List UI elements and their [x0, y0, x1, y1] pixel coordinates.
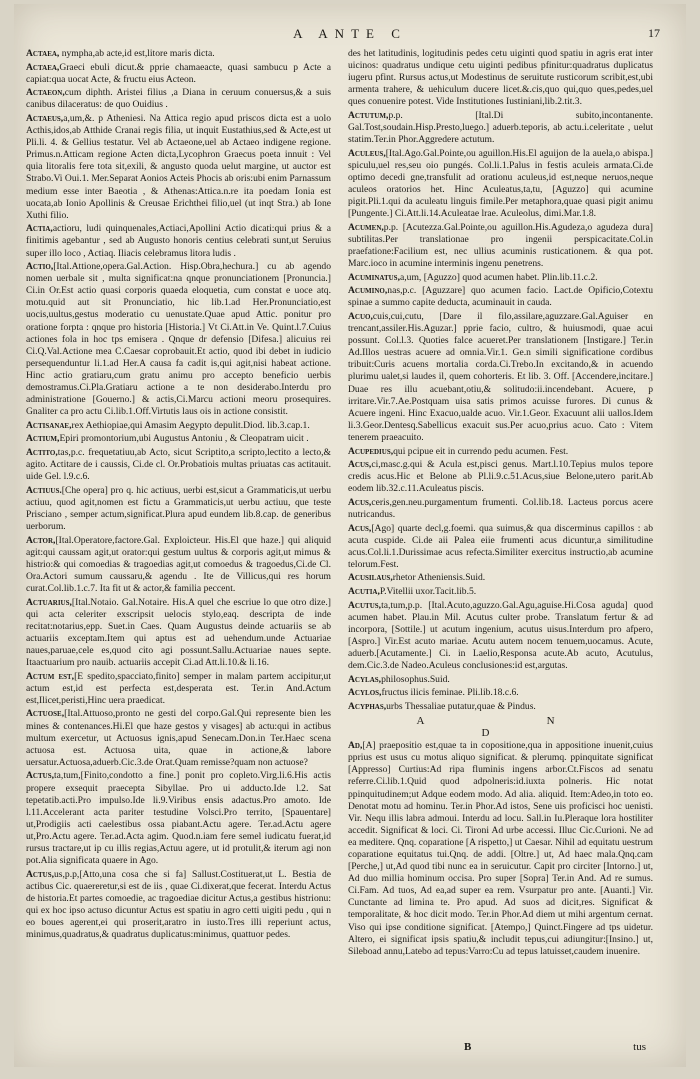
entry-text: [Ital.Notaio. Gal.Notaire. His.A quel che escriue lo que otro dize.] qui acta celeriter exscripsit uelocis stylo,eaq. descripta de inde recitat:notarius,epp. Suet.in Caes. Quam Augustus deinde actuariis se ab actuariis exceptam.Item qui aptus est ad uehendum.unde Actuariae naues,paruae,cele es,quod cito agi possunt.Sallu.Actuariae naues septe. Itaactuarium pro nauib. actuariis accepit Ci.ad Att.li.10.& li.16.	[26, 596, 331, 669]
entry-headword: Actaea,	[26, 61, 60, 73]
entry-headword: Acusilaus,	[348, 572, 393, 584]
entry-text: cuis,cui,cutu, [Dare il filo,assilare,aguzzare.Gal.Aguiser en trencant,assiler.His.Aguzar.] pprie facio, cultro, & huiusmodi, quae acui possunt. Col.l.3. Quoties falce acueret.Per translationem [Instigare.] Ter.in Ad.Illos uestras acuere ad omnia.Vir.1. Ge.n simili significatione cordibus tribuit:Curis acuens mortalia corda.Ci.Trebo.In excitando,& in acuendo plurimu ualet,si laudes il, quem cohorteris. Et lib. 3. Off. [Accendere,incitare.] Duae res illu acuebant,otiu,& solitudo:ii.incendebant. Acuere, p irritare.Vir.7.Ae.Postquam uisa satis primos acuisse furores. Di cunus & Acuere ingeni. Hinc Exacuo,ualde acuo. Vir.1.Geor. Exacuunt alii uallos.Idem li.3.Geor.Dentesq.Sabellicus exacuit sus.Per acuo,prius acuo. Cato : Vitem tenerem praeacuito.	[348, 310, 653, 443]
entry-text: cum diphth. Aristei filius ,a Diana in ceruum conuersus,& a suis canibus dilaceratus: de quo Ouidius .	[26, 87, 331, 111]
dictionary-entry	[26, 261, 331, 418]
dictionary-entry	[26, 62, 331, 86]
entry-headword: Aculeus,	[348, 147, 386, 159]
dictionary-entry	[348, 687, 653, 699]
dictionary-entry	[348, 497, 653, 521]
entry-text: actioru, ludi quinquenales,Actiaci,Apollini Actio dicati:qui prius & a finitimis agebantur , sed ab Augusto honoris centius celebrati sunt,ut Seruius super illo loco , Actiaq. Iliacis celebramus litora ludis .	[26, 223, 331, 259]
dictionary-entry	[26, 535, 331, 595]
dictionary-entry	[348, 523, 653, 571]
entry-text: fructus ilicis feminae. Pli.lib.18.c.6.	[381, 687, 519, 699]
dictionary-entry	[348, 285, 653, 309]
entry-text: [E spedito,spacciato,finito] semper in malam partem accipitur,ut actum est,id est perfecta est,desperata est. Ter.in And.Actum est,Ilicet,peristi,Hinc uera praedicat.	[26, 670, 332, 706]
entry-headword: Acumino,	[348, 285, 388, 297]
dictionary-entry	[26, 48, 331, 60]
entry-headword: Acylas,	[348, 673, 382, 685]
dictionary-entry	[26, 433, 331, 445]
dictionary-entry	[26, 113, 331, 222]
entry-headword: Actus,	[26, 868, 54, 880]
right-column-entries-a	[348, 48, 653, 713]
entry-headword: Actor,	[26, 534, 56, 546]
catchword: tus	[633, 1041, 646, 1053]
dictionary-entry	[348, 701, 653, 713]
dictionary-entry	[348, 222, 653, 270]
entry-text: us,p.p,[Atto,una cosa che si fa] Sallust.Costituerat,ut L. Bestia de actibus Cic. quaereretur,si est de iis , quae Ci.dixerat,que fecerat. Interdu Actus de historia.Et partes comoedie, ac tragoediae dicitur Actus,a gestibus histrionu: qui ex hoc ipso actuso dicuntur Actus est spatiu in agro cetti uigiti pedu , qui n eo boues agerent,ei qui proserit,aratro in iusto.Tres illi reperiunt actus, minimus,quadratus,& quadratus duplicatus:minimus, quattuor pedes.	[26, 868, 331, 941]
entry-headword: Acumen,	[348, 221, 384, 233]
entry-text: Graeci ebuli dicut.& pprie chamaeacte, quasi sambucu p Acte a capiat:qua uocat Acte, & fructu eius Acteon.	[26, 61, 331, 85]
dictionary-entry	[26, 708, 331, 768]
entry-text: ci,masc.g.qui & Acula est,pisci genus. Mart.l.10.Tepius mulos tepore credis acus.Hic et Belone ab Pl.li.9.c.51.Acus,siue Belone,utero parit.Ab eodem lib.32.c.11.Aculeatus piscis.	[348, 459, 653, 495]
entry-text: P.Vitellii uxor.Tacit.lib.5.	[379, 586, 477, 598]
dictionary-entry	[348, 600, 653, 673]
entry-text: ta,tum,p.p. [Ital.Acuto,aguzzo.Gal.Agu,aguise.Hi.Cosa aguda] quod acumen habet. Plau.in Mil. Acutus culter probe. Translatum fertur & ad incorpora, [Sottile.] ut acutum ingenium, acutus uisus.Interdum pro afpero,[Aspro.] Vir.Est acuto mariae. Acutu autem nocem tenuem,uocamus. Acute, aduerb.[Acutamente.] Ci. in Laelio,Responsa acute.Ab acuto, Acutulus, dem.Cic.3.de Nadeo.Aculeus conclusiones:id est,argutas.	[348, 599, 653, 672]
entry-text: [Ital.Operatore,factore.Gal. Exploicteur. His.El que haze.] qui aliquid agit:qui caussam agit,ut orator:qui gestum uultus & corporis agit,ut mimus & histrio:& qui comoedias & tragoedias agit,ut comoedus & tragoedus,Ci.de Cl. Ora.Actori sumum caussaru,& agendu . Ite de Villicus,qui res horum curat.Col.lib.1.c.7. Ita fit ut & actor,& familia peccent.	[26, 534, 331, 595]
dictionary-entry	[348, 674, 653, 686]
entry-headword: Acuo,	[348, 310, 373, 322]
dictionary-entry	[26, 223, 331, 259]
entry-headword: Acutus,	[348, 599, 382, 611]
entry-text: nas,p.c. [Aguzzare] quo acumen facio. Lact.de Opificio,Cotextu spinae a summo capite deducta, acuminauit in cauda.	[348, 285, 653, 309]
entry-headword: Actus,	[26, 770, 54, 782]
entry-text: p.p. [Ital.Di subito,incontanente. Gal.Tost,soudain.Hisp.Presto,luego.] aduerb.teporis, ab actu.i.celeritate , uelut statim.Ter.in Phor.Aggredere actutum.	[348, 109, 653, 146]
entry-text: p.p. [Acutezza.Gal.Pointe,ou aguillon.His.Agudeza,o agudeza dura] subtilitas.Per translationae pro ingenii perspicacitate.Col.in praefatione:Facilium est, nec ullius acuminis rusticationem. & qua pot. Marc.ioco in acumine interminis ingenu penetrens.	[348, 221, 653, 270]
book-page	[14, 4, 686, 1067]
dictionary-entry	[26, 597, 331, 670]
dictionary-entry	[26, 869, 331, 942]
entry-headword: Actum est,	[26, 670, 75, 682]
dictionary-entry	[348, 586, 653, 598]
running-head: A ANTE C	[293, 26, 407, 41]
entry-text: rex Aethiopiae,qui Amasim Aegypto depulit.Diod. lib.3.cap.1.	[71, 419, 310, 431]
entry-headword: Actaeon,	[26, 87, 65, 99]
entry-headword: Actito,	[26, 447, 58, 458]
left-column	[26, 48, 331, 943]
entry-text: [Ago] quarte decl,g.foemi. qua suimus,& qua discerminus capillos : ab acuta cuspide. Ci.de aii Palea eiie frumenti acus dicuntur,a similitudine acus.Col.li.1.Durissimae acus refecta.Similiter exercitus instructio,ab acumine telorum.Fest.	[348, 522, 653, 570]
entry-headword: Actaeus,	[26, 112, 64, 124]
entry-text: a,um,&. p Atheniesi. Na Attica regio apud priscos dicta est a uolo Acthis,idos,ab Atthide Cranai regis filia, ut inquit Eustathius,sed & Acte,est ut Pli.li. 4. & Gellius testatur. Vel ab Actaeone,uel ab Actaeo indigene regione. Primus.n.Atticam regione Acten dicta,Lycophron Graecus poeta innuit : Vel quia litoralis fere tota sit,exili, & angusto quoda uelut margine, ut auctor est Strabo.Vi Oui.1. Mer.Separat Aonios Acteis Phocis ab oris:ubi enim Parnassum medium esse inter Baeotia , & Athenas:Attica.n.re ita poedam Ionia est uocata,ab Ionio Apollinis & Creusae Erichthei filio,uel (ut inqt Stra.) ab Ione Xuthi filio.	[26, 112, 331, 221]
entry-text: [Che opera] pro q. hic actiuus, uerbi est,sicut a Grammaticis,ut uerbu actiuu, quod agit,nomen est fictu a Grammaticis,ut uerbu actiuu, que teste Prisciano , semper actum,significat.Plura apud eundem lib.8.cap. de generibus uerborum.	[26, 484, 331, 533]
entry-text: philosophus.Suid.	[381, 673, 450, 685]
entry-headword: Actutum,	[348, 109, 389, 121]
entry-text: tas,p.c. frequetatiuu,ab Acto, sicut Scriptito,a scripto,lectito a lecto,& agito. Actitare de i caussis, Ci.de cl. Or.Probatiois multas priuatas cas actitauit. uide Gel. l.9.c.6.	[26, 447, 331, 483]
entry-headword: Actisanae,	[26, 419, 72, 431]
section-letter-heading: A N D	[416, 714, 615, 740]
entry-text: [Ital.Ago.Gal.Pointe,ou aguillon.His.El aguijon de la auela,o abispa.] spiculu,uel res,seu oio pungés. Col.li.1.Palus in festis aculeis armata.Ci.de optimo decedi gne,transfulit ad orationu aculeus,id est,neque neruos,neque aculeos oratorios het. Hinc Aculeatus,ta,tu, [Aguzzo] qui acumine pigit.Pli.1.qui da aculeatu linguis fimile.Per metaphora,quae quasi pigit animu [Pungente.] Ci.Att.li.14.Aculeatae lrae. Aculeolus, dimi.Mar.1.8.	[348, 147, 653, 220]
dictionary-entry	[348, 148, 653, 221]
entry-text: [A] praepositio est,quae ta in copositione,qua in appositione inuenit,cuius pprius est usus cu motus aliquo significat. & plerumq. ppinquitate significat [Appresso] Curtius:Ad ripa fluminis ingens arbor.Ct.Fiscos ad senatu referre.Ci.lib.1.Quid quod adpolneris:id.iuxta polneris. Hic notat ppinquitudinem;ut Adque eodem modo. Ad alia. aliquid. Item:Adeo,in toto eo. Denotat motu ad hominu. Ter.in Phor.Ad istos, Sene uis proficisci hoc uenisti. Vir. Nequ illis labra admoui. Interdu ad locu. Sall.in Iu.Pleraque lora hostiliter accedit. Significat & loci. Ci. Tironi Ad urbe accessi. Illuc Cic.Curioni. Ne ad ea meditere. Qnq. coparatione [A rispetto,] ut Caesar. Nihil ad equitatu uestrum coparatione equitatus tui.Qnq. de addi. [Oltre.] ut, Ad haec mala.Qnq.cam [Perche,] ut,Ad quod tibi nunc ea in seruicutur. Capit pro circiter [Intorno.] ut, Ad duo millia hominum occisa. Pro super [Sopra] Ter.in And. Ad re sumus. Ci.Fam. Ad tuos, Ad ea,ad super ea rem. Vsurpatur pro ante. [Auanti.] Vir. Cunctante ad limina te. Pro apud. Ad suos ad dicit,res. Significat & temporalitate, & hoc dicit modo. Ter.in Phor.Ad diem ut mihi argentum cernat. Viso qui ipse conditione significat. [Atempo,] Quinct.Fingere ad tps uidetur. Altero, ei significat ipsis spatiu,& includit tepus,cui adiungitur:[Insino.] ut, Sileboad annu,Latebo ad tepus:Varro:Cu ad tepus latuisset,caudem inuenire.	[348, 740, 653, 957]
entry-text: nympha,ab acte,id est,litore maris dicta.	[59, 48, 215, 59]
dictionary-entry	[26, 420, 331, 432]
dictionary-entry	[348, 48, 653, 108]
signature-mark: B	[464, 1041, 472, 1053]
entry-headword: Actaea,	[26, 48, 60, 59]
right-column-entries-b	[348, 740, 653, 958]
entry-headword: Actia,	[26, 223, 53, 235]
entry-text: [Ital.Attuoso,pronto ne gesti del corpo.Gal.Qui represente bien les mines & contenances.Hi.El que haze gestos y visages] ab actu:qui in actibus multum exercetur, ut Actuosus ignis,apud Senecam.Don.in Ter.Haec scena actuosa est. Actuosa uita, quae in actione,& labore uersatur.Actuosa,aduerb.Cic.3.de Orat.Quam remisse?quam non actuose?	[26, 708, 331, 768]
entry-headword: Acyphas,	[348, 700, 387, 712]
dictionary-entry	[26, 447, 331, 483]
entry-headword: Acutia,	[348, 586, 380, 598]
entry-text: ta,tum,[Finito,condotto a fine.] ponit pro copleto.Virg.li.6.His actis propere exsequit praecepta Sibyllae. Pro ui adducto.Ide l.2. Sat tepetatib.acti.Pro impulso.Ide li.9.Viribus ensis adactus.Pro amoto. Ide l.11.Accelerant acta pariter testudine Volsci.Pro territo, [Spauentare] ut,Prodigiis acti caelestibus ossa piabant.Actu agere. Ter.ad.Actu agere ut,Pro.Actu agere. Ter.ad.Acta agim. Quod.n.iam fere semel iudicatu fuerat,id rursus tractare,ut ip cu illis regias,Actuu agere, ut id protulit,& iterum agi non pot.Alia significata quaere in Ago.	[26, 770, 331, 867]
entry-headword: Actuarius,	[26, 596, 72, 608]
entry-headword: Actium,	[26, 433, 60, 445]
entry-text: urbs Thessaliae putatur,quae & Pindus.	[386, 700, 536, 712]
dictionary-entry	[348, 110, 653, 146]
entry-text: des het latitudinis, logitudinis pedes cetu uiginti quod spatiu in agris erat inter uicinos: quadratus undique cetu uiginti pedibus pfinitur:quadratus duplicatus iugeru pfint. Rursus actus,ut Modestinus de seruitute rusticorum scribit,est,ubi armenta trahere, & uehiculum ducere licet.&.cis,quo qui,quo ques,pedes,uel ques conuenire potest. Vide Institutiones Iustiniani,lib.2.tit.3.	[348, 48, 653, 108]
entry-headword: Acus,	[348, 522, 372, 534]
right-column	[348, 48, 653, 959]
dictionary-entry	[348, 572, 653, 584]
dictionary-entry	[26, 671, 331, 707]
entry-headword: Ad,	[348, 740, 363, 752]
entry-headword: Acus,	[348, 459, 372, 471]
dictionary-entry	[26, 87, 331, 111]
entry-headword: Actiuus.	[26, 484, 62, 496]
dictionary-entry	[348, 459, 653, 495]
dictionary-entry	[26, 485, 331, 533]
dictionary-entry	[348, 740, 653, 958]
dictionary-entry	[348, 272, 653, 284]
entry-text: [Ital.Attione,opera.Gal.Action. Hisp.Obra,hechura.] cu ab agendo nomen uerbale sit , multa significat:na qnque pronunciationem [Pronuncia.] Ci.in Or.Est actio quasi corporis quaeda eloquetia, cum constat e uoce atq. motu.quid aut sit Pronunciatio, hic lib.1.ad Her.Pronunciatio,est uocis,uultus,gestus moderatio cu uenustate.Quae apud Attic. ponitur pro oratione forpta : qnque pro historia [Historia.] Vt Ci.Att.in Ve. Quint.l.7.Cuius actiones fola in hoc tps emisera . Qnque dr defensio [Difesa.] alicuius rei Ci.Q.Val.Actione mea C.Caesar coprobauit.Et actio, quod ibi debet in iudicio persequenduntur li.1.ad Her.A causa fa cadit is,qui agit,nisi habeat actione. Hinc actio gratiaru,cum gratu animu pro accepto beneficio uerbis demostramus.Ci.Pla.Gratiaru actione a te non desiderabo.Interdu pro administratione [Gouerno.] & actis,Ci.Marcu actioni meoru prosequires. Gnaliter ca pro actu Ci.lib.1.Off.Virtutis laus ois in actione consistit.	[26, 261, 331, 418]
entry-headword: Actuose,	[26, 708, 65, 720]
entry-text: a,um, [Aguzzo] quod acumen habet. Plin.lib.11.c.2.	[399, 271, 598, 283]
entry-headword: Acuminatus,	[348, 271, 400, 283]
entry-headword: Acus,	[348, 496, 372, 508]
entry-text: Epiri promontorium,ubi Augustus Antoniu , & Cleopatram uicit .	[59, 433, 309, 445]
page-number: 17	[648, 26, 660, 40]
entry-text: ceris,gen.neu.purgamentum frumenti. Col.lib.18. Lacteus porcus acere nutricandus.	[348, 496, 653, 520]
dictionary-entry	[348, 311, 653, 444]
entry-text: qui pcipue eit in currendo pedu acumen. Fest.	[393, 445, 569, 457]
entry-text: rhetor Atheniensis.Suid.	[392, 572, 486, 584]
entry-headword: Acylos,	[348, 687, 382, 699]
entry-headword: Acupedius,	[348, 445, 394, 457]
entry-headword: Actio,	[26, 261, 54, 273]
dictionary-entry	[26, 770, 331, 867]
dictionary-entry	[348, 446, 653, 458]
